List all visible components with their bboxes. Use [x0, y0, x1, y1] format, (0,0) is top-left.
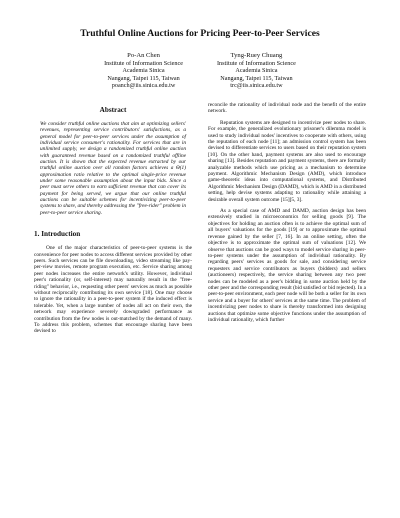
body-paragraph: reconcile the rationality of individual node and the benefit of the entire network. [208, 101, 366, 115]
author-name: Po-An Chen [127, 52, 160, 59]
author-affiliation: Institute of Information Science [217, 59, 296, 67]
body-paragraph: One of the major characteristics of peer-to-peer systems is the convenience for peer nodes to access different services provided by other peers. Such services can be file downloading, video streaming like pay-per-view movies, remote program execution, etc. Service sharing among peer nodes increases the entire network's utility. However, individual peer's rationality (or, self-interest) may naturally result in the "free-riding" behavior, i.e., requesting other peers' services as much as possible without reciprocally contributing its own service [18]. One may choose to ignore the rationality in a peer-to-peer system if the induced effect is tolerable. Yet, when a large number of nodes all act on their own, the network may experience severely downgraded performance as contribution from the few nodes is out-matched by the demand of many. To address this problem, schemes that encourage sharing have been devised to [34, 245, 192, 335]
author-block [34, 52, 366, 90]
body-paragraph: As a special case of AMD and DAMD, auction design has been extensively studied in microeconomics for selling goods [9]. The objectives for holding an auction often is to achieve the optimal sum of all buyers' valuations for the goods [19] or to approximate the optimal revenue gained by the seller [7, 16]. In an online setting, often the objective is to approximate the optimal sum of valuations [12]. We observe that auctions can be good ways to model service sharing in peer-to-peer systems under the assumption of individual rationality. By regarding peers' services as goods for sale, and considering service requesters and service contributors as buyers (bidders) and sellers (auctioneers) respectively, the service sharing between any two peer nodes can be modeled as a peer's bidding in some auction held by the other peer and the corresponding result (bid satisfied or bid rejected). In a peer-to-peer environment, each peer node will be both a seller for its own service and a buyer for others' services at the same time. The problem of incentivizing peer nodes to share is thereby transformed into designing auctions that optimize some objective functions under the assumption of individual rationality, which further [208, 208, 366, 323]
abstract-heading: Abstract [99, 105, 127, 114]
author-address: Nangang, Taipei 115, Taiwan [107, 74, 180, 82]
body-paragraph: Reputation systems are designed to incentivize peer nodes to share. For example, the generalized evolutionary prisoner's dilemma model is used to study individual nodes' incentives to cooperate with others, using the reputation of each node [11]; an admission control system has been devised to differentiate services to users based on their reputation system [10]. On the other hand, payment systems are also used to encourage sharing [13]. Besides reputation and payment systems, there are formally analyzable methods which use pricing as a mechanism to determine payment. Algorithmic Mechanism Design (AMD), which introduce game-theoretic ideas into computational systems, and Distributed Algorithmic Mechanism Design (DAMD), which is AMD in a distributed setting, help devise systems adapting to rationality while attaining a desirable overall system outcome [15][5, 3]. [208, 119, 366, 203]
left-column [34, 102, 192, 335]
author-email: trc@iis.sinica.edu.tw [230, 82, 283, 90]
author-email: poanch@iis.sinica.edu.tw [111, 82, 176, 90]
author-address: Nangang, Taipei 115, Taiwan [220, 74, 293, 82]
right-column [208, 102, 366, 335]
introduction-heading: 1. Introduction [34, 230, 81, 239]
author-affiliation: Institute of Information Science [104, 59, 183, 67]
paper-title: Truthful Online Auctions for Pricing Peer-to-Peer Services [80, 28, 320, 39]
abstract-text: We consider truthful online auctions that aim at optimizing sellers' revenues, representing service contributors' satisfactions, as a general model for peer-to-peer services under the assumption of individual service consumer's rationality. For services that are in unlimited supply, we design a randomized truthful online auction with guaranteed revenue based on a randomized truthful offline auction. It is shown that the expected revenue extracted by our truthful online auction over all random factors achieves a Θ(1) approximation ratio relative to the optimal single-price revenue under some reasonable assumption about the input bids. Since a peer must serve others to earn sufficient revenue that can cover its payment for being served, we argue that our online truthful auctions can be suitable schemes for incentivizing peer-to-peer systems to share, and thereby addressing the "free-rider" problem in peer-to-peer service sharing. [40, 120, 186, 216]
two-column-body [34, 102, 366, 335]
author-2 [217, 52, 296, 90]
author-institution: Academia Sinica [235, 67, 278, 75]
author-1 [104, 52, 183, 90]
author-institution: Academia Sinica [122, 67, 165, 75]
author-name: Tyng-Ruey Chuang [230, 52, 283, 59]
